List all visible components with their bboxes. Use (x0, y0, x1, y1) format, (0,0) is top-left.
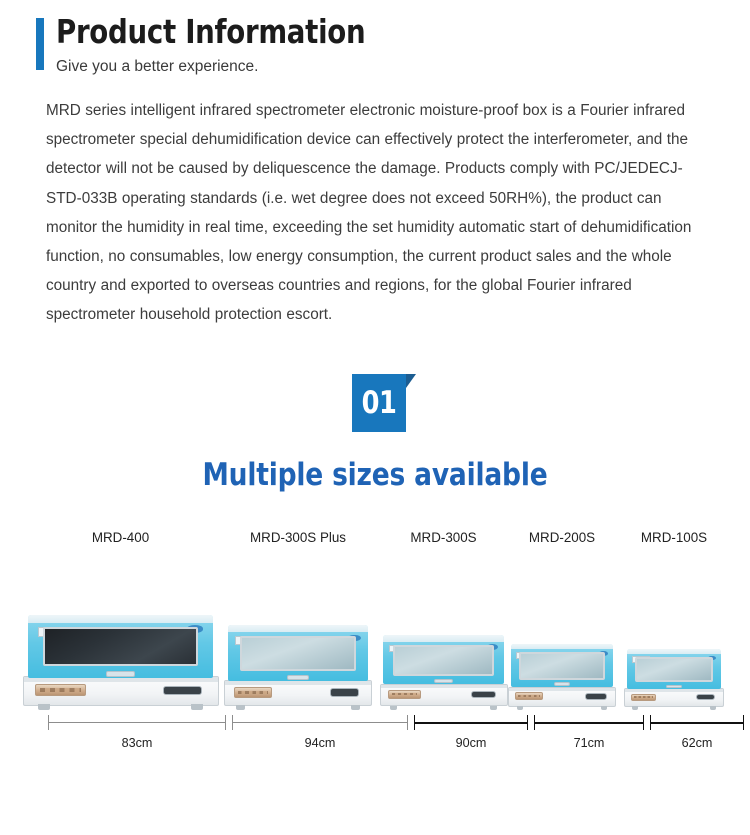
page-header (36, 12, 726, 78)
display-screen (330, 688, 359, 697)
control-panel (388, 690, 421, 699)
machine-cabinet (383, 635, 503, 684)
door-handle (554, 682, 570, 686)
dimension-line (48, 722, 226, 723)
dimension-measure (414, 712, 528, 762)
dimension-tick-end (743, 715, 744, 730)
product-model-label: MRD-300S Plus (250, 530, 346, 545)
dimension-label: 71cm (573, 736, 605, 750)
machine-foot (236, 705, 245, 710)
product-description: MRD series intelligent infrared spectrometer electronic moisture-proof box is a Fourier infrared spectrometer special dehumidification device can effectively protect the interferometer, and the detector will not be caused by deliquescence the damage. Products comply with PC/JEDECJ-STD-033B operating standards (i.e. wet degree does not exceed 50RH%), the product can monitor the humidity in real time, exceeding the set humidity automatic start of dehumidification function, no consumables, low energy consumption, the current product sales and the whole country and exported to overseas countries and regions, for the global Fourier infrared spectrometer household protection escort. (46, 102, 692, 324)
dimension-line (232, 722, 408, 723)
product-image (224, 610, 372, 710)
product-model-label: MRD-200S (528, 530, 596, 545)
viewing-window (635, 657, 714, 682)
machine-foot (390, 706, 398, 710)
machine-cabinet (627, 649, 721, 689)
page-title: Product Information (56, 12, 366, 51)
dimension-measure (650, 712, 744, 762)
dimension-measure (534, 712, 644, 762)
dimension-line (414, 722, 528, 724)
machine-cabinet (228, 625, 367, 681)
machine-base (224, 680, 372, 706)
machine-foot (351, 705, 360, 710)
dimension-line (650, 722, 744, 724)
machine-base (380, 684, 508, 707)
machine-base (23, 676, 219, 705)
product-item (506, 530, 618, 710)
dimension-tick-end (643, 715, 644, 730)
door-handle (666, 685, 681, 689)
cabinet-top (28, 615, 212, 623)
machine-base-top (24, 677, 218, 681)
control-panel (35, 684, 85, 696)
section-number-badge (352, 374, 414, 432)
viewing-window (240, 636, 357, 671)
display-screen (163, 686, 202, 696)
dimension-label: 94cm (304, 736, 336, 750)
machine-foot (632, 706, 638, 710)
dimension-label: 62cm (681, 736, 713, 750)
product-image (508, 632, 616, 710)
machine-cabinet (28, 615, 212, 678)
machine-base-top (625, 689, 723, 692)
control-panel (515, 692, 543, 700)
machine-foot (710, 706, 716, 710)
machine-base (624, 688, 724, 707)
machine-foot (517, 706, 523, 710)
door-handle (434, 679, 453, 683)
badge-number-label: 01 (361, 385, 397, 421)
display-screen (585, 693, 606, 700)
cabinet-top (511, 644, 613, 650)
machine-foot (490, 706, 498, 710)
dimension-measure (232, 712, 408, 762)
dimension-measure (48, 712, 226, 762)
door-handle (106, 671, 135, 677)
dimension-label: 83cm (121, 736, 153, 750)
machine-base-top (509, 688, 615, 691)
control-panel (631, 694, 656, 701)
machine-foot (191, 704, 203, 710)
machine-foot (38, 704, 50, 710)
product-lineup (0, 530, 750, 710)
badge-fold-corner-icon (406, 374, 416, 388)
machine-base-top (225, 681, 371, 685)
product-image (380, 622, 508, 710)
product-item (222, 530, 374, 710)
product-image (624, 638, 724, 710)
machine-cabinet (511, 644, 613, 688)
machine-base-top (381, 685, 507, 688)
display-screen (696, 694, 716, 700)
machine-base (508, 687, 616, 707)
product-item (377, 530, 510, 710)
viewing-window (519, 652, 604, 679)
section-heading: Multiple sizes available (202, 457, 548, 493)
dimension-label: 90cm (455, 736, 487, 750)
product-item (620, 530, 728, 710)
product-item (18, 530, 223, 710)
product-image (23, 598, 219, 710)
dimension-line (534, 722, 644, 724)
cabinet-top (228, 625, 367, 632)
cabinet-top (383, 635, 503, 641)
header-accent-bar (36, 18, 44, 70)
cabinet-top (627, 649, 721, 654)
product-model-label: MRD-300S (410, 530, 477, 545)
control-panel (234, 687, 272, 698)
product-model-label: MRD-400 (91, 530, 150, 545)
viewing-window (43, 627, 198, 666)
page-subtitle: Give you a better experience. (56, 58, 259, 75)
door-handle (287, 675, 309, 680)
product-model-label: MRD-100S (640, 530, 708, 545)
display-screen (471, 691, 496, 699)
dimension-tick-end (407, 715, 408, 730)
machine-foot (601, 706, 607, 710)
viewing-window (393, 645, 494, 676)
dimension-scale-row (0, 712, 750, 762)
dimension-tick-end (527, 715, 528, 730)
dimension-tick-end (225, 715, 226, 730)
